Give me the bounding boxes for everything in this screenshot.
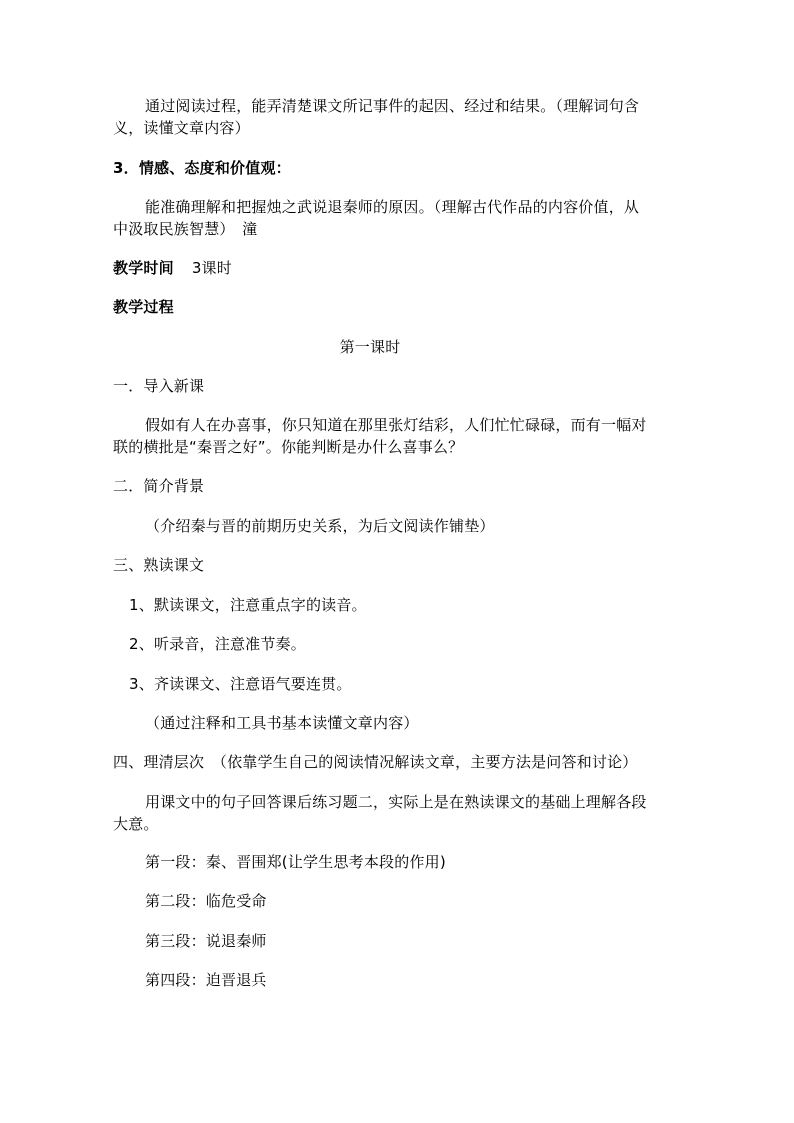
section-4-heading: 四、理清层次 （依靠学生自己的阅读情况解读文章，主要方法是问答和讨论） (113, 753, 638, 771)
teaching-time-value: 3课时 (191, 259, 232, 277)
paragraph-summary-2: 第二段：临危受命 (145, 892, 267, 910)
section-3-heading: 三、熟读课文 (113, 556, 205, 574)
paragraph-summary-1: 第一段：秦、晋围郑(让学生思考本段的作用) (145, 853, 446, 871)
section-4-line-1: 用课文中的句子回答课后练习题二，实际上是在熟读课文的基础上理解各段 (145, 793, 647, 811)
section-2-text: （介绍秦与晋的前期历史关系，为后文阅读作铺垫） (145, 517, 495, 535)
section-1-line-1: 假如有人在办喜事，你只知道在那里张灯结彩，人们忙忙碌碌，而有一幅对 (145, 416, 647, 434)
section-1-heading: 一．导入新课 (113, 377, 205, 395)
section-1-line-2: 联的横批是“秦晋之好”。你能判断是办什么喜事么？ (113, 438, 464, 456)
section-4-line-2: 大意。 (113, 815, 159, 833)
section-2-heading: 二．简介背景 (113, 477, 205, 495)
section-3-item-2: 2、听录音，注意准节奏。 (129, 635, 306, 653)
paragraph-summary-4: 第四段：迫晋退兵 (145, 971, 267, 989)
objective-process-line-2: 义，读懂文章内容） (113, 119, 250, 137)
teaching-time (113, 257, 232, 279)
teaching-time-label: 教学时间 (113, 259, 174, 277)
section-3-item-1: 1、默读课文，注意重点字的读音。 (129, 596, 367, 614)
values-heading: 3．情感、态度和价值观： (113, 159, 291, 177)
section-3-note: （通过注释和工具书基本读懂文章内容） (145, 714, 419, 732)
teaching-process-heading: 教学过程 (113, 298, 174, 316)
objective-values-line-1: 能准确理解和把握烛之武说退秦师的原因。（理解古代作品的内容价值，从 (145, 198, 640, 216)
section-3-item-3: 3、齐读课文、注意语气要连贯。 (129, 675, 352, 693)
lesson-title: 第一课时 (339, 338, 401, 356)
paragraph-summary-3: 第三段：说退秦师 (145, 932, 267, 950)
objective-process-line-1: 通过阅读过程，能弄清楚课文所记事件的起因、经过和结果。（理解词句含 (145, 97, 640, 115)
objective-values-line-2: 中汲取民族智慧） 潼 (113, 220, 258, 238)
